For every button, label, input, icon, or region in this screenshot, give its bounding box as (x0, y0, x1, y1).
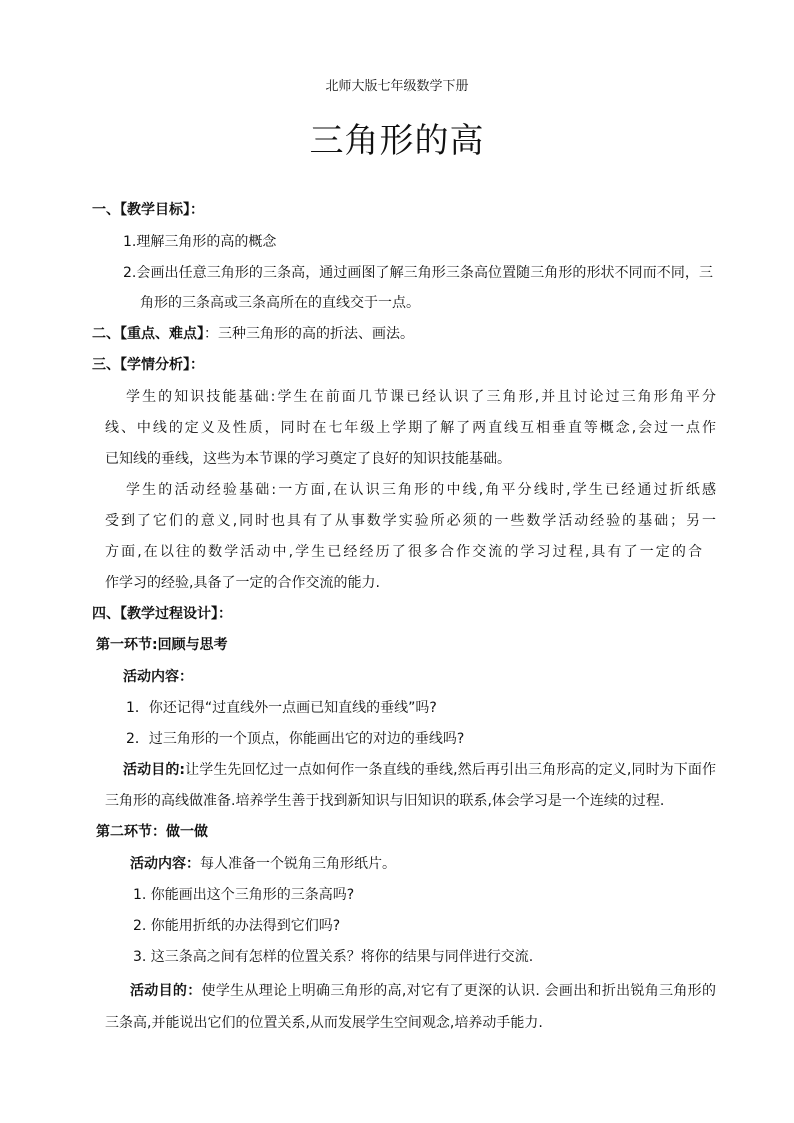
step-2-purpose-label: 活动目的： (130, 983, 202, 999)
step-1-question-1: 1．你还记得“过直线外一点画已知直线的垂线”吗? (126, 700, 437, 716)
step-2-purpose-line-2: 三条高,并能说出它们的位置关系,从而发展学生空间观念,培养动手能力. (105, 1015, 543, 1031)
step-1-question-2: 2．过三角形的一个顶点，你能画出它的对边的垂线吗? (126, 731, 465, 747)
step-1-purpose-text: 让学生先回忆过一点如何作一条直线的垂线,然后再引出三角形高的定义,同时为下面作 (185, 762, 716, 778)
section-4-heading: 四、【教学过程设计】： (92, 606, 232, 622)
step-2-content-row (130, 854, 396, 874)
analysis-p2-line-4: 作学习的经验,具备了一定的合作交流的能力. (105, 575, 380, 591)
step-2-heading: 第二环节：做一做 (96, 824, 208, 840)
analysis-p1-line-1: 学生的知识技能基础:学生在前面几节课已经认识了三角形,并且讨论过三角形角平分 (126, 389, 716, 405)
document-subtitle: 北师大版七年级数学下册 (325, 79, 469, 94)
step-1-purpose-line-1 (123, 760, 716, 780)
analysis-p2-line-1: 学生的活动经验基础:一方面,在认识三角形的中线,角平分线时,学生已经通过折纸感 (126, 482, 716, 498)
step-1-purpose-line-2: 三角形的高线做准备.培养学生善于找到新知识与旧知识的联系,体会学习是一个连续的过程. (105, 793, 665, 809)
step-2-question-2: 2. 你能用折纸的办法得到它们吗? (133, 918, 341, 934)
section-2-row (92, 324, 414, 344)
section-2-heading: 二、【重点、难点】 (92, 326, 204, 342)
analysis-p2-line-2: 受到了它们的意义,同时也具有了从事数学实验所必须的一些数学活动经验的基础；另一 (105, 513, 716, 529)
analysis-p2-line-3: 方面,在以往的数学活动中,学生已经经历了很多合作交流的学习过程,具有了一定的合 (105, 544, 702, 560)
step-1-purpose-label: 活动目的: (123, 762, 186, 778)
step-2-content-text: 每人准备一个锐角三角形纸片。 (200, 856, 396, 872)
objective-1: 1.理解三角形的高的概念 (123, 234, 277, 250)
step-2-purpose-line-1 (130, 981, 716, 1001)
step-1-content-label: 活动内容： (123, 669, 193, 685)
analysis-p1-line-3: 已知线的垂线，这些为本节课的学习奠定了良好的知识技能基础。 (105, 451, 511, 467)
step-2-question-1: 1. 你能画出这个三角形的三条高吗? (133, 887, 355, 903)
objective-2-line-1: 2.会画出任意三角形的三条高，通过画图了解三角形三条高位置随三角形的形状不同而不同，三 (123, 265, 713, 281)
step-2-question-3: 3. 这三条高之间有怎样的位置关系？将你的结果与同伴进行交流. (133, 949, 534, 965)
step-2-content-label: 活动内容： (130, 856, 200, 872)
document-title: 三角形的高 (309, 121, 485, 161)
section-3-heading: 三、【学情分析】： (92, 357, 204, 373)
section-1-heading: 一、【教学目标】： (92, 202, 204, 218)
objective-2-line-2: 角形的三条高或三条高所在的直线交于一点。 (140, 295, 420, 311)
step-2-purpose-text: 使学生从理论上明确三角形的高,对它有了更深的认识. 会画出和折出锐角三角形的 (201, 983, 716, 999)
step-1-heading: 第一环节:回顾与思考 (96, 637, 228, 653)
section-2-text: ：三种三角形的高的折法、画法。 (204, 326, 414, 342)
analysis-p1-line-2: 线、中线的定义及性质，同时在七年级上学期了解了两直线互相垂直等概念,会过一点作 (105, 420, 716, 436)
